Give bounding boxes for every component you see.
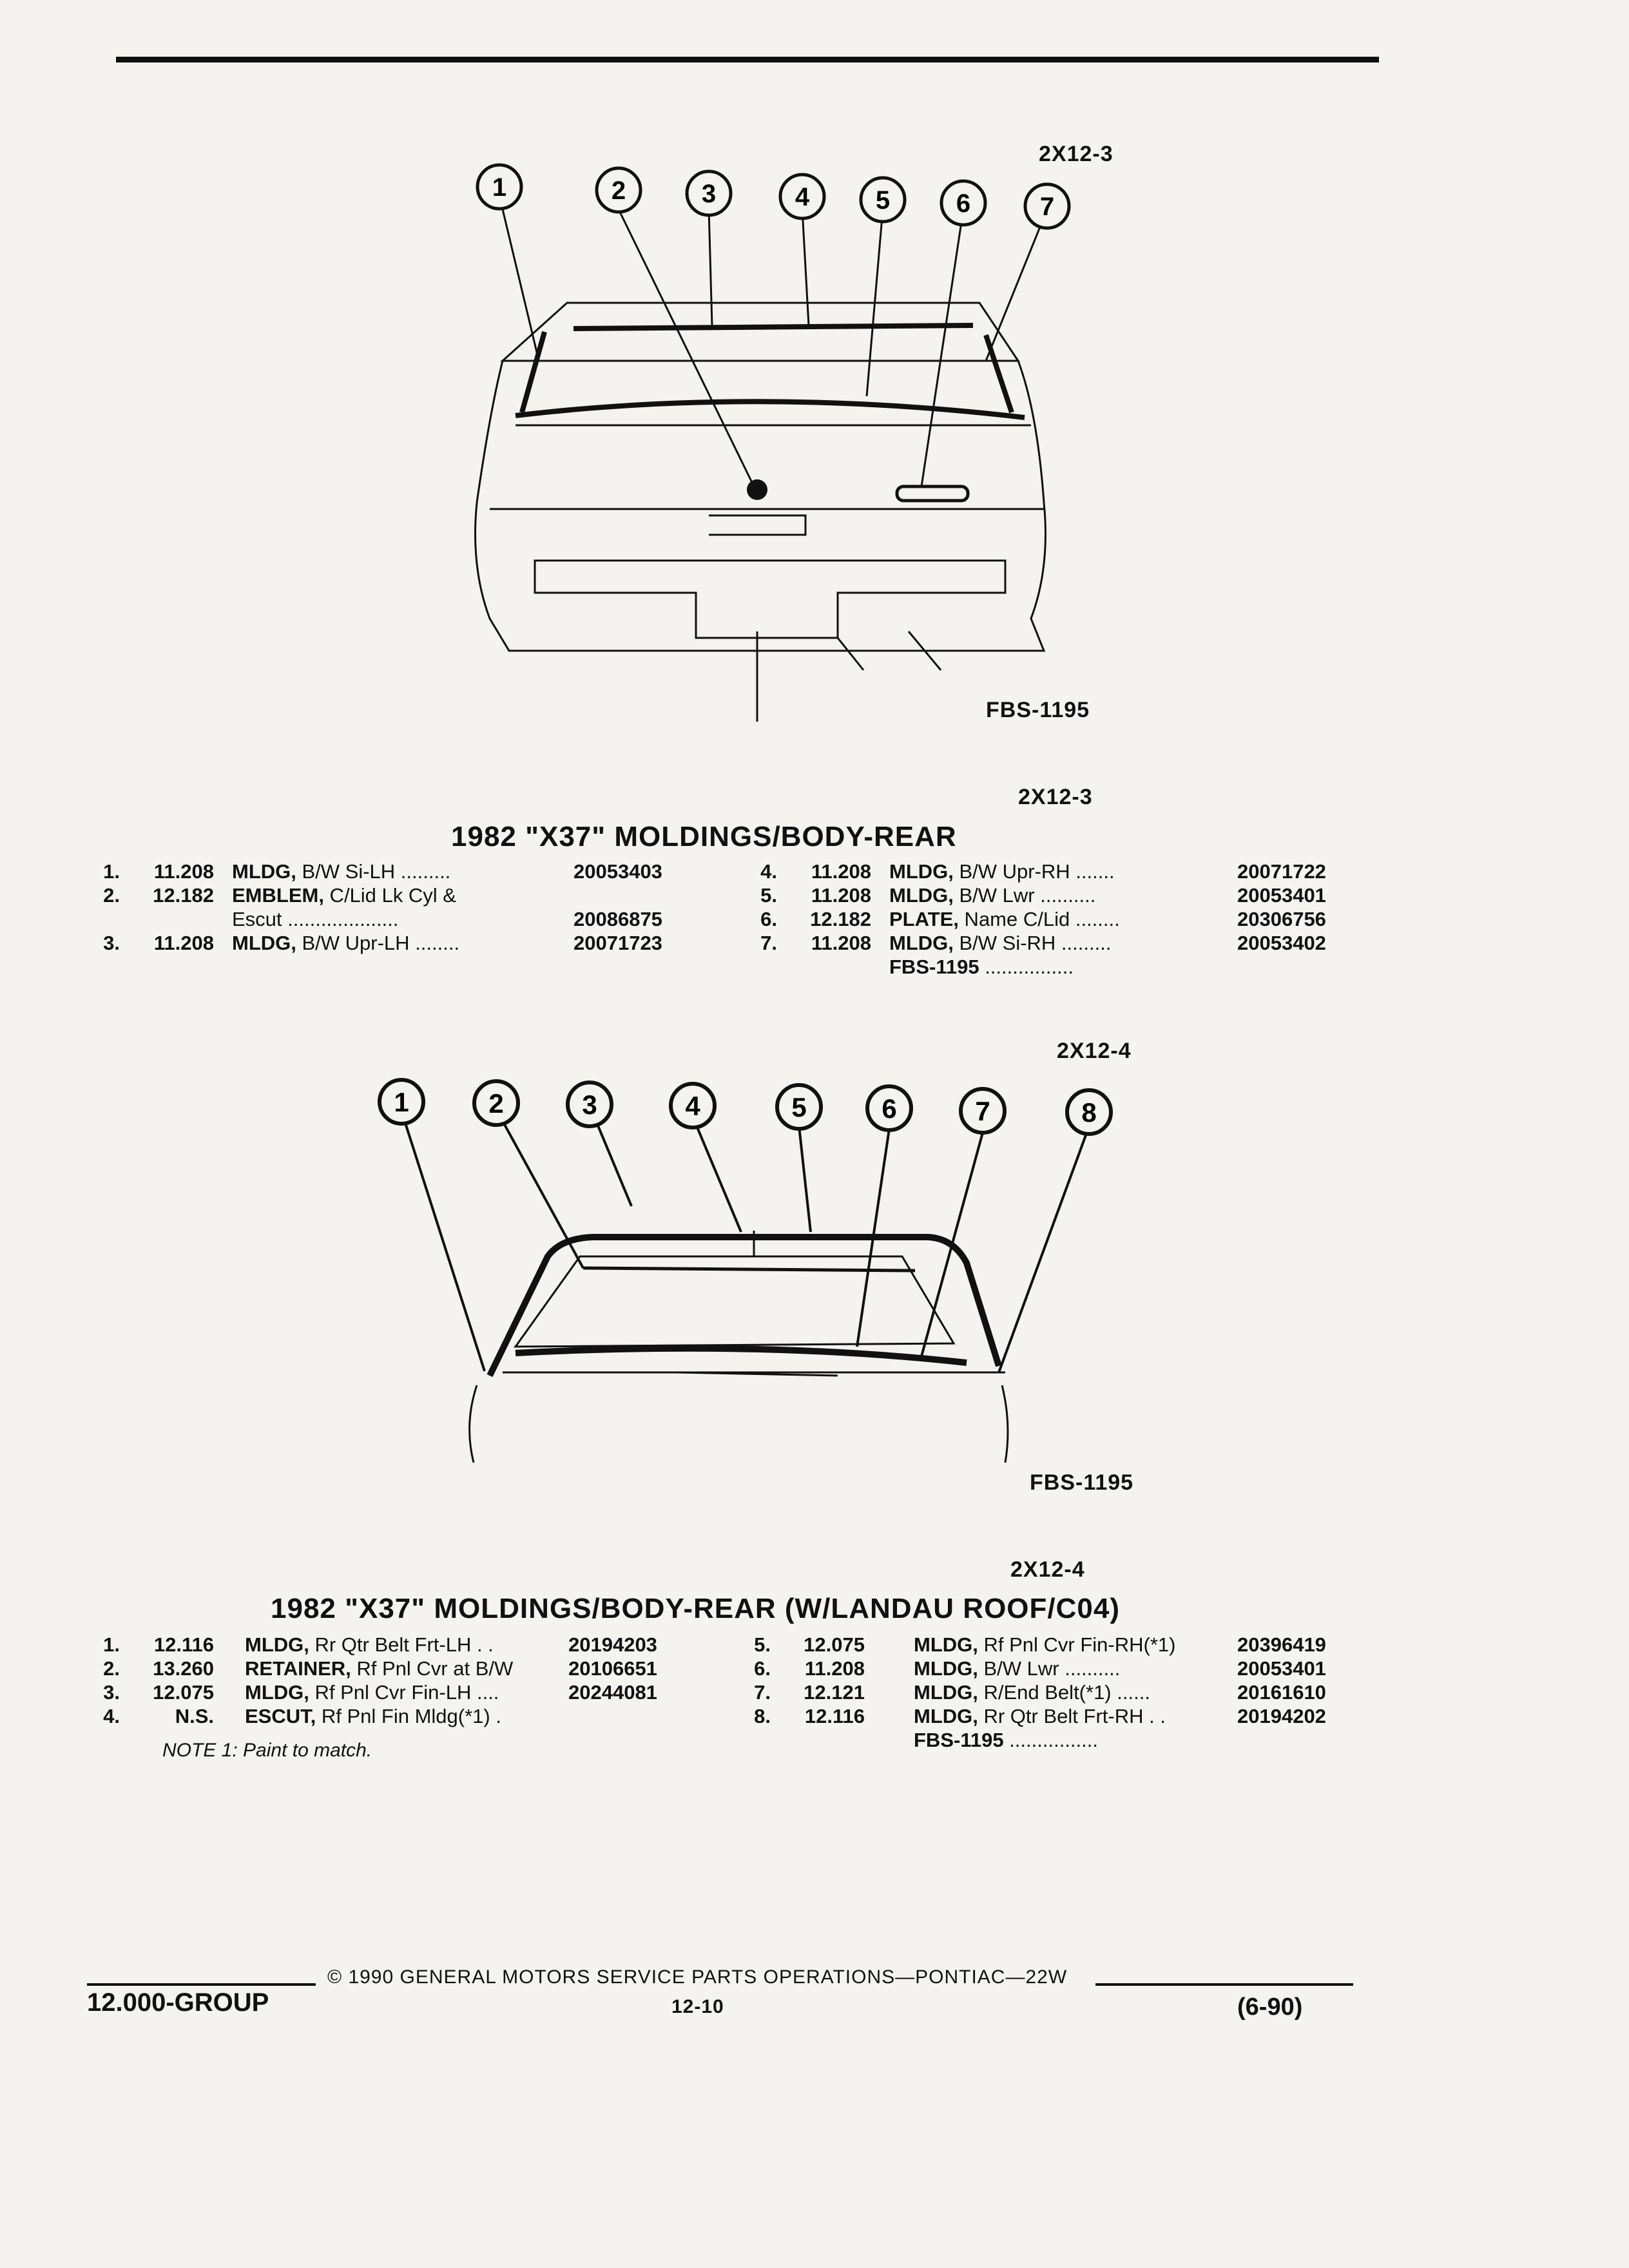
table-row: 6. 12.182 PLATE, Name C/Lid ........ 20306756 xyxy=(760,908,1326,930)
bumper-panel xyxy=(535,561,1005,638)
callout-4: 4 xyxy=(685,1091,700,1121)
section-title: 1982 "X37" MOLDINGS/BODY-REAR xyxy=(451,821,957,852)
callout-7: 7 xyxy=(1039,193,1055,221)
table-row: FBS-1195 ................ xyxy=(914,1729,1098,1751)
callout-3: 3 xyxy=(582,1090,597,1120)
callout-8: 8 xyxy=(1081,1097,1097,1128)
figure-ref-below-2: 2X12-4 xyxy=(1010,1557,1085,1582)
table-row: 4. 11.208 MLDG, B/W Upr-RH ....... 20071722 xyxy=(760,860,1326,883)
figure-ref-top-2: 2X12-4 xyxy=(1057,1039,1132,1063)
rear-body-illustration xyxy=(0,0,1629,773)
table-row: 7. 12.121 MLDG, R/End Belt(*1) ...... 20161610 xyxy=(754,1681,1326,1704)
car-body-outline xyxy=(476,361,1046,651)
callout-4: 4 xyxy=(795,183,810,211)
footer-rule-left xyxy=(87,1983,316,1986)
copyright-line: © 1990 GENERAL MOTORS SERVICE PARTS OPERATIONS—PONTIAC—22W xyxy=(327,1966,1068,1988)
callout-5: 5 xyxy=(791,1092,807,1122)
name-plate xyxy=(897,486,968,501)
table-row: 3. 11.208 MLDG, B/W Upr-LH ........ 20071723 xyxy=(103,932,662,954)
figure-ref-below: 2X12-3 xyxy=(1018,785,1093,809)
table-row: Escut .................... 20086875 xyxy=(232,908,662,930)
parts-table-right-2 xyxy=(735,1633,1418,1752)
callout-1: 1 xyxy=(492,173,507,202)
revision-date: (6-90) xyxy=(1237,1994,1303,2021)
table-row: 2. 13.260 RETAINER, Rf Pnl Cvr at B/W 20106651 xyxy=(103,1657,657,1680)
callout-3: 3 xyxy=(701,180,717,208)
callout-2: 2 xyxy=(611,177,626,205)
table-row: 5. 11.208 MLDG, B/W Lwr .......... 20053401 xyxy=(760,884,1326,907)
table-row: 2. 12.182 EMBLEM, C/Lid Lk Cyl & xyxy=(103,884,456,907)
table-row: 6. 11.208 MLDG, B/W Lwr .......... 20053401 xyxy=(754,1657,1326,1680)
figure-code: FBS-1195 xyxy=(986,698,1090,722)
molding-lower xyxy=(516,401,1025,418)
parts-table-right xyxy=(741,860,1385,979)
rear-window-frame xyxy=(503,303,1018,361)
table-row: FBS-1195 ................ xyxy=(889,956,1074,978)
callout-5: 5 xyxy=(875,186,891,215)
table-row: 8. 12.116 MLDG, Rr Qtr Belt Frt-RH . . 20194202 xyxy=(754,1705,1326,1727)
table-row: 3. 12.075 MLDG, Rf Pnl Cvr Fin-LH .... 20244081 xyxy=(103,1681,657,1704)
landau-roof-illustration xyxy=(0,1063,1629,1482)
parts-table-left xyxy=(84,860,728,955)
table-row: 5. 12.075 MLDG, Rf Pnl Cvr Fin-RH(*1) 20396419 xyxy=(754,1633,1326,1656)
table-row: 1. 12.116 MLDG, Rr Qtr Belt Frt-LH . . 20194203 xyxy=(103,1633,657,1656)
page-number: 12-10 xyxy=(671,1996,724,2017)
callout-2: 2 xyxy=(488,1088,504,1119)
callout-1: 1 xyxy=(394,1087,409,1117)
section-title-2: 1982 "X37" MOLDINGS/BODY-REAR (W/LANDAU ROOF/C04) xyxy=(271,1593,1120,1624)
callout-7: 7 xyxy=(975,1096,990,1126)
molding-upper xyxy=(574,325,973,329)
figure-ref-top: 2X12-3 xyxy=(1039,142,1113,166)
lock-cylinder-emblem xyxy=(747,479,767,500)
footer-rule-right xyxy=(1095,1983,1353,1986)
table-row: 1. 11.208 MLDG, B/W Si-LH ......... 20053403 xyxy=(103,860,662,883)
group-label: 12.000-GROUP xyxy=(87,1988,269,2017)
callout-6: 6 xyxy=(956,189,971,218)
roof-lower-molding xyxy=(516,1349,967,1363)
molding-side-lh xyxy=(522,332,545,412)
footnote: NOTE 1: Paint to match. xyxy=(162,1740,372,1761)
table-row: 4. N.S. ESCUT, Rf Pnl Fin Mldg(*1) . xyxy=(103,1705,501,1727)
figure-code-2: FBS-1195 xyxy=(1030,1470,1134,1495)
callout-6: 6 xyxy=(882,1093,897,1124)
table-row: 7. 11.208 MLDG, B/W Si-RH ......... 20053402 xyxy=(760,932,1326,954)
parts-table-left-2 xyxy=(84,1633,728,1728)
